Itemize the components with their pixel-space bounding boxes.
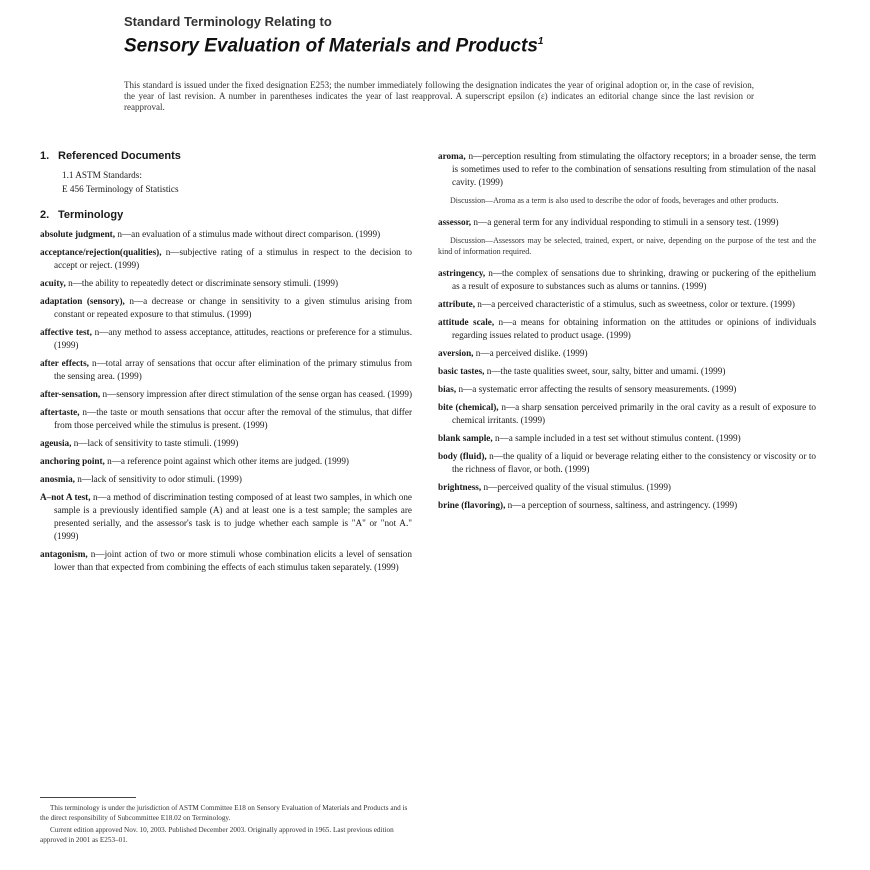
definition-text: n—a systematic error affecting the results of sensory measurements. (1999) (458, 384, 737, 394)
definition-text: n—a means for obtaining information on the attitudes or opinions of individuals regarding issues related to product usage. (1999) (452, 317, 817, 340)
definition-entry (438, 216, 816, 229)
definition-text: n—perceived quality of the visual stimulus. (1999) (483, 482, 671, 492)
definition-entry (438, 499, 816, 512)
left-column (40, 150, 412, 579)
defined-term: aftertaste, (40, 407, 80, 417)
definition-entry (40, 388, 412, 401)
definition-text: n—any method to assess acceptance, attitudes, reactions or preference for a stimulus. (1999) (54, 327, 413, 350)
right-column (438, 150, 816, 517)
discussion-note: Discussion—Assessors may be selected, trained, expert, or naive, depending on the purpose of the test and the kind of information required. (438, 236, 816, 256)
reference-item: E 456 Terminology of Statistics (62, 184, 179, 194)
definition-entry (40, 246, 412, 272)
defined-term: anchoring point, (40, 456, 105, 466)
footnote-rule (40, 797, 136, 798)
document-header (124, 14, 764, 58)
defined-term: after effects, (40, 358, 89, 368)
defined-term: adaptation (sensory), (40, 296, 125, 306)
defined-term: bite (chemical), (438, 402, 499, 412)
definition-text: n—joint action of two or more stimuli whose combination elicits a level of sensation lower than that expected from combining the effects of each stimulus taken separately. (1999) (54, 549, 412, 572)
definition-text: n—a perception of sourness, saltiness, and astringency. (1999) (507, 500, 738, 510)
definition-entry (40, 295, 412, 321)
definition-entry (438, 365, 816, 378)
designation-notice: This standard is issued under the fixed designation E253; the number immediately following the designation indicates the year of original adoption or, in the case of revision, the year of last revision. A number in parentheses indicates the year of last reapproval. A superscript epsilon (ε) indicates an editorial change since the last revision or reapproval. (124, 80, 754, 112)
standard-line: Standard Terminology Relating to (124, 14, 332, 29)
definition-entry (40, 406, 412, 432)
definition-text: n—lack of sensitivity to odor stimuli. (1999) (77, 474, 242, 484)
defined-term: blank sample, (438, 433, 493, 443)
section-title: Referenced Documents (58, 150, 181, 162)
definition-entry (438, 347, 816, 360)
defined-term: bias, (438, 384, 457, 394)
definition-text: n—perception resulting from stimulating the olfactory receptors; in a broader sense, the term is sometimes used to refer to the combination of sensations resulting from stimulation of the nasal cavity. (1999) (452, 151, 816, 187)
definition-entry (40, 455, 412, 468)
definition-entry (40, 326, 412, 352)
definition-text: n—an evaluation of a stimulus made without direct comparison. (1999) (117, 229, 381, 239)
defined-term: basic tastes, (438, 366, 485, 376)
defined-term: absolute judgment, (40, 229, 116, 239)
definition-text: n—sensory impression after direct stimulation of the sense organ has ceased. (1999) (102, 389, 413, 399)
section-heading-referenced-documents (40, 150, 412, 163)
definition-text: n—the taste or mouth sensations that occur after the removal of the stimulus, that differ from those perceived while the stimulus is present. (1999) (54, 407, 413, 430)
definition-text: n—a sample included in a test set without stimulus content. (1999) (494, 433, 741, 443)
document-title (124, 30, 764, 58)
definition-entry (40, 473, 412, 486)
definition-entry (438, 298, 816, 311)
definition-entry (438, 150, 816, 189)
definition-text: n—the taste qualities sweet, sour, salty, bitter and umami. (1999) (486, 366, 726, 376)
definition-entry (40, 277, 412, 290)
definition-text: n—the ability to repeatedly detect or discriminate sensory stimuli. (1999) (68, 278, 339, 288)
title-text: Sensory Evaluation of Materials and Products (124, 35, 538, 57)
section-number: 2. (40, 209, 50, 221)
defined-term: A–not A test, (40, 492, 91, 502)
definition-text: n—the complex of sensations due to shrinking, drawing or puckering of the epithelium as a result of exposure to substances such as alums or tannins. (1999) (452, 268, 817, 291)
definition-text: n—a perceived characteristic of a stimulus, such as sweetness, color or texture. (1999) (477, 299, 795, 309)
defined-term: affective test, (40, 327, 92, 337)
footnote: Current edition approved Nov. 10, 2003. Published December 2003. Originally approved in 1965. Last previous edition approved in 2001 as E253–01. (40, 826, 394, 844)
definition-entry (438, 432, 816, 445)
section-heading-terminology (40, 209, 412, 222)
definition-text: n—the quality of a liquid or beverage relating either to the consistency or viscosity or to the richness of flavor, or both. (1999) (452, 451, 817, 474)
definition-entry (40, 437, 412, 450)
defined-term: brightness, (438, 482, 482, 492)
section-title: Terminology (58, 209, 124, 221)
definition-entry (438, 316, 816, 342)
definition-text: n—subjective rating of a stimulus in respect to the decision to accept or reject. (1999) (54, 247, 412, 270)
defined-term: brine (flavoring), (438, 500, 506, 510)
definition-entry (438, 450, 816, 476)
defined-term: antagonism, (40, 549, 88, 559)
definition-text: n—a sharp sensation perceived primarily in the oral cavity as a result of exposure to chemical irritants. (1999) (452, 402, 817, 425)
definition-entry (40, 228, 412, 241)
definition-text: n—a decrease or change in sensitivity to a given stimulus arising from constant or repeated exposure to that stimulus. (1999) (54, 296, 412, 319)
definition-entry (40, 491, 412, 543)
title-footnote-mark: 1 (537, 36, 544, 47)
discussion-note: Discussion—Aroma as a term is also used to describe the odor of foods, beverages and other products. (450, 196, 779, 205)
definition-entry (438, 383, 816, 396)
definition-entry (40, 357, 412, 383)
defined-term: attitude scale, (438, 317, 495, 327)
defined-term: attribute, (438, 299, 475, 309)
footnotes (40, 803, 412, 847)
section-number: 1. (40, 150, 50, 162)
defined-term: acceptance/rejection(qualities), (40, 247, 162, 257)
definition-text: n—a reference point against which other items are judged. (1999) (107, 456, 349, 466)
reference-item: 1.1 ASTM Standards: (62, 170, 142, 180)
defined-term: anosmia, (40, 474, 75, 484)
definition-entry (438, 481, 816, 494)
definition-text: n—a general term for any individual responding to stimuli in a sensory test. (1999) (473, 217, 779, 227)
defined-term: acuity, (40, 278, 66, 288)
defined-term: body (fluid), (438, 451, 487, 461)
footnote: This terminology is under the jurisdiction of ASTM Committee E18 on Sensory Evaluation of Materials and Products and is the direct responsibility of Subcommittee E18.02 on Terminology. (40, 804, 408, 822)
definition-entry (40, 548, 412, 574)
definition-text: n—total array of sensations that occur after elimination of the primary stimulus from the sensing area. (1999) (54, 358, 412, 381)
defined-term: after-sensation, (40, 389, 101, 399)
defined-term: aroma, (438, 151, 466, 161)
definition-entry (438, 267, 816, 293)
defined-term: aversion, (438, 348, 474, 358)
defined-term: assessor, (438, 217, 472, 227)
definition-text: n—a perceived dislike. (1999) (475, 348, 588, 358)
definition-text: n—a method of discrimination testing composed of at least two samples, in which one sample is a previously identified sample (A) and at least one is a test sample; the samples are presented serially, and the assessor's task is to judge whether each sample is "A" or "not A." (1999) (54, 492, 412, 541)
definition-text: n—lack of sensitivity to taste stimuli. (1999) (73, 438, 239, 448)
definition-entry (438, 401, 816, 427)
defined-term: ageusia, (40, 438, 72, 448)
defined-term: astringency, (438, 268, 486, 278)
